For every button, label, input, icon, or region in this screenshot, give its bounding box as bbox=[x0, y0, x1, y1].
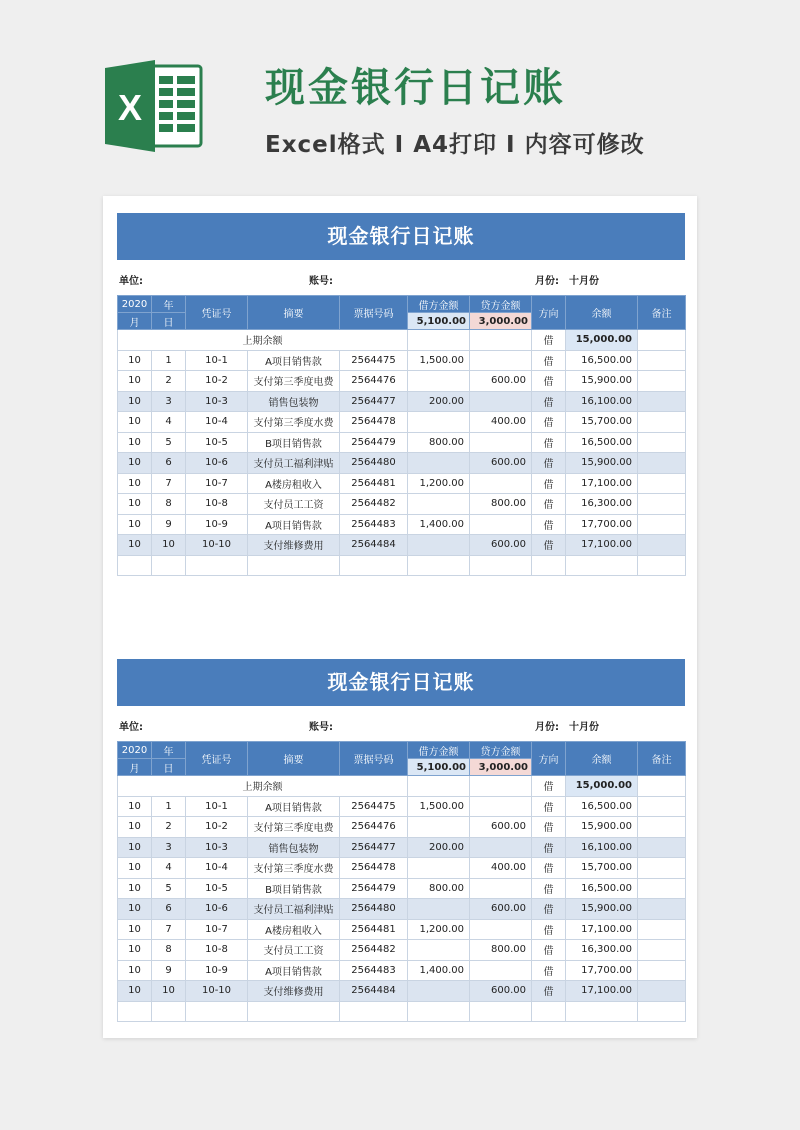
row-debit bbox=[408, 371, 470, 392]
row-day: 3 bbox=[152, 391, 186, 412]
table-row[interactable] bbox=[118, 432, 686, 453]
row-bill: 2564476 bbox=[340, 371, 408, 392]
row-debit: 1,400.00 bbox=[408, 514, 470, 535]
row-month: 10 bbox=[118, 858, 152, 879]
row-day: 5 bbox=[152, 432, 186, 453]
header-month: 月 bbox=[118, 759, 152, 776]
table-row[interactable] bbox=[118, 796, 686, 817]
account-label: 账号: bbox=[309, 722, 333, 733]
row-bill: 2564481 bbox=[340, 919, 408, 940]
row-bill: 2564480 bbox=[340, 453, 408, 474]
debit-total: 5,100.00 bbox=[408, 313, 470, 330]
table-row[interactable] bbox=[118, 899, 686, 920]
row-direction: 借 bbox=[532, 940, 566, 961]
row-credit: 400.00 bbox=[470, 858, 532, 879]
row-day: 2 bbox=[152, 371, 186, 392]
month-label: 月份: bbox=[535, 276, 559, 287]
row-day: 2 bbox=[152, 817, 186, 838]
row-month: 10 bbox=[118, 453, 152, 474]
header-remark: 备注 bbox=[638, 742, 686, 776]
row-remark bbox=[638, 494, 686, 515]
header-summary: 摘要 bbox=[248, 296, 340, 330]
row-month: 10 bbox=[118, 919, 152, 940]
row-debit bbox=[408, 817, 470, 838]
row-month: 10 bbox=[118, 350, 152, 371]
row-balance: 17,700.00 bbox=[566, 960, 638, 981]
row-day: 8 bbox=[152, 940, 186, 961]
row-direction: 借 bbox=[532, 919, 566, 940]
row-month: 10 bbox=[118, 981, 152, 1002]
row-voucher: 10-6 bbox=[186, 453, 248, 474]
row-bill: 2564478 bbox=[340, 858, 408, 879]
row-voucher: 10-8 bbox=[186, 940, 248, 961]
header-bill: 票据号码 bbox=[340, 742, 408, 776]
row-summary: A项目销售款 bbox=[248, 514, 340, 535]
row-month: 10 bbox=[118, 960, 152, 981]
table-row[interactable] bbox=[118, 817, 686, 838]
row-remark bbox=[638, 514, 686, 535]
row-direction: 借 bbox=[532, 837, 566, 858]
row-direction: 借 bbox=[532, 796, 566, 817]
row-credit bbox=[470, 391, 532, 412]
row-voucher: 10-5 bbox=[186, 432, 248, 453]
opening-balance: 15,000.00 bbox=[566, 330, 638, 351]
row-remark bbox=[638, 960, 686, 981]
row-remark bbox=[638, 858, 686, 879]
header-summary: 摘要 bbox=[248, 742, 340, 776]
row-remark bbox=[638, 919, 686, 940]
row-month: 10 bbox=[118, 391, 152, 412]
row-remark bbox=[638, 432, 686, 453]
row-balance: 15,900.00 bbox=[566, 899, 638, 920]
row-credit: 600.00 bbox=[470, 817, 532, 838]
row-direction: 借 bbox=[532, 432, 566, 453]
row-direction: 借 bbox=[532, 514, 566, 535]
row-debit: 1,200.00 bbox=[408, 919, 470, 940]
ledger-sheet bbox=[117, 659, 685, 1022]
row-balance: 15,900.00 bbox=[566, 817, 638, 838]
row-voucher: 10-3 bbox=[186, 837, 248, 858]
year-label: 年 bbox=[152, 296, 186, 313]
row-debit: 1,200.00 bbox=[408, 473, 470, 494]
header-credit: 贷方金额 bbox=[470, 296, 532, 313]
table-row[interactable] bbox=[118, 960, 686, 981]
header-voucher: 凭证号 bbox=[186, 742, 248, 776]
row-voucher: 10-4 bbox=[186, 858, 248, 879]
table-row[interactable] bbox=[118, 981, 686, 1002]
row-balance: 16,100.00 bbox=[566, 391, 638, 412]
row-credit bbox=[470, 919, 532, 940]
row-direction: 借 bbox=[532, 960, 566, 981]
row-remark bbox=[638, 350, 686, 371]
month-value: 十月份 bbox=[569, 722, 599, 733]
ledger-sheet bbox=[117, 213, 685, 576]
row-balance: 17,700.00 bbox=[566, 514, 638, 535]
opening-direction: 借 bbox=[532, 330, 566, 351]
row-summary: 支付第三季度电费 bbox=[248, 817, 340, 838]
row-direction: 借 bbox=[532, 878, 566, 899]
logo-letter: X bbox=[117, 87, 143, 128]
row-remark bbox=[638, 817, 686, 838]
row-voucher: 10-7 bbox=[186, 919, 248, 940]
row-credit bbox=[470, 432, 532, 453]
row-voucher: 10-5 bbox=[186, 878, 248, 899]
row-remark bbox=[638, 412, 686, 433]
row-debit bbox=[408, 494, 470, 515]
sheet-title: 现金银行日记账 bbox=[117, 659, 685, 706]
row-credit bbox=[470, 350, 532, 371]
sheet-meta bbox=[117, 706, 685, 741]
table-row[interactable] bbox=[118, 453, 686, 474]
row-credit: 600.00 bbox=[470, 371, 532, 392]
row-month: 10 bbox=[118, 473, 152, 494]
row-day: 9 bbox=[152, 960, 186, 981]
row-day: 6 bbox=[152, 899, 186, 920]
opening-direction: 借 bbox=[532, 776, 566, 797]
unit-label: 单位: bbox=[119, 276, 143, 287]
row-balance: 16,300.00 bbox=[566, 494, 638, 515]
row-credit: 600.00 bbox=[470, 899, 532, 920]
row-summary: 支付员工工资 bbox=[248, 494, 340, 515]
row-day: 10 bbox=[152, 535, 186, 556]
row-direction: 借 bbox=[532, 473, 566, 494]
account-label: 账号: bbox=[309, 276, 333, 287]
row-voucher: 10-9 bbox=[186, 514, 248, 535]
row-credit bbox=[470, 960, 532, 981]
row-debit bbox=[408, 899, 470, 920]
row-balance: 16,500.00 bbox=[566, 350, 638, 371]
table-row[interactable] bbox=[118, 494, 686, 515]
header-credit: 贷方金额 bbox=[470, 742, 532, 759]
table-row[interactable] bbox=[118, 940, 686, 961]
row-voucher: 10-1 bbox=[186, 796, 248, 817]
row-bill: 2564478 bbox=[340, 412, 408, 433]
row-voucher: 10-2 bbox=[186, 817, 248, 838]
row-remark bbox=[638, 473, 686, 494]
row-summary: A楼房租收入 bbox=[248, 473, 340, 494]
row-day: 4 bbox=[152, 412, 186, 433]
header-voucher: 凭证号 bbox=[186, 296, 248, 330]
row-bill: 2564481 bbox=[340, 473, 408, 494]
header-remark: 备注 bbox=[638, 296, 686, 330]
row-debit bbox=[408, 453, 470, 474]
row-bill: 2564479 bbox=[340, 432, 408, 453]
row-debit: 1,400.00 bbox=[408, 960, 470, 981]
row-summary: A楼房租收入 bbox=[248, 919, 340, 940]
row-voucher: 10-10 bbox=[186, 535, 248, 556]
row-direction: 借 bbox=[532, 494, 566, 515]
header-debit: 借方金额 bbox=[408, 742, 470, 759]
header-debit: 借方金额 bbox=[408, 296, 470, 313]
row-summary: 支付维修费用 bbox=[248, 981, 340, 1002]
row-month: 10 bbox=[118, 899, 152, 920]
row-summary: A项目销售款 bbox=[248, 350, 340, 371]
row-summary: 支付维修费用 bbox=[248, 535, 340, 556]
row-summary: 销售包装物 bbox=[248, 837, 340, 858]
unit-label: 单位: bbox=[119, 722, 143, 733]
header-day: 日 bbox=[152, 313, 186, 330]
row-balance: 16,300.00 bbox=[566, 940, 638, 961]
row-voucher: 10-10 bbox=[186, 981, 248, 1002]
credit-total: 3,000.00 bbox=[470, 313, 532, 330]
row-bill: 2564482 bbox=[340, 940, 408, 961]
row-balance: 16,100.00 bbox=[566, 837, 638, 858]
row-day: 7 bbox=[152, 473, 186, 494]
row-balance: 15,900.00 bbox=[566, 453, 638, 474]
row-day: 3 bbox=[152, 837, 186, 858]
row-month: 10 bbox=[118, 878, 152, 899]
row-balance: 16,500.00 bbox=[566, 796, 638, 817]
row-debit: 200.00 bbox=[408, 837, 470, 858]
row-balance: 17,100.00 bbox=[566, 473, 638, 494]
row-remark bbox=[638, 981, 686, 1002]
opening-balance: 15,000.00 bbox=[566, 776, 638, 797]
row-balance: 15,900.00 bbox=[566, 371, 638, 392]
row-day: 8 bbox=[152, 494, 186, 515]
row-direction: 借 bbox=[532, 535, 566, 556]
ledger-table bbox=[117, 741, 686, 1022]
row-bill: 2564480 bbox=[340, 899, 408, 920]
row-month: 10 bbox=[118, 432, 152, 453]
row-voucher: 10-8 bbox=[186, 494, 248, 515]
empty-row bbox=[118, 1001, 686, 1022]
row-bill: 2564477 bbox=[340, 391, 408, 412]
ledger-table bbox=[117, 295, 686, 576]
row-day: 7 bbox=[152, 919, 186, 940]
row-remark bbox=[638, 535, 686, 556]
row-credit: 800.00 bbox=[470, 940, 532, 961]
row-month: 10 bbox=[118, 412, 152, 433]
row-day: 1 bbox=[152, 796, 186, 817]
row-credit bbox=[470, 514, 532, 535]
row-direction: 借 bbox=[532, 858, 566, 879]
year-cell: 2020 bbox=[118, 296, 152, 313]
row-credit bbox=[470, 837, 532, 858]
row-voucher: 10-2 bbox=[186, 371, 248, 392]
debit-total: 5,100.00 bbox=[408, 759, 470, 776]
row-bill: 2564475 bbox=[340, 796, 408, 817]
opening-row bbox=[118, 330, 686, 351]
row-month: 10 bbox=[118, 371, 152, 392]
year-label: 年 bbox=[152, 742, 186, 759]
row-credit: 800.00 bbox=[470, 494, 532, 515]
row-summary: 销售包装物 bbox=[248, 391, 340, 412]
row-credit: 400.00 bbox=[470, 412, 532, 433]
row-direction: 借 bbox=[532, 412, 566, 433]
row-voucher: 10-3 bbox=[186, 391, 248, 412]
row-summary: A项目销售款 bbox=[248, 960, 340, 981]
row-voucher: 10-7 bbox=[186, 473, 248, 494]
table-row[interactable] bbox=[118, 878, 686, 899]
row-bill: 2564484 bbox=[340, 535, 408, 556]
row-balance: 16,500.00 bbox=[566, 432, 638, 453]
row-balance: 15,700.00 bbox=[566, 412, 638, 433]
header-direction: 方向 bbox=[532, 742, 566, 776]
row-remark bbox=[638, 837, 686, 858]
row-remark bbox=[638, 391, 686, 412]
table-row[interactable] bbox=[118, 535, 686, 556]
row-day: 4 bbox=[152, 858, 186, 879]
row-summary: 支付第三季度水费 bbox=[248, 412, 340, 433]
header-balance: 余额 bbox=[566, 296, 638, 330]
row-debit bbox=[408, 858, 470, 879]
row-voucher: 10-9 bbox=[186, 960, 248, 981]
row-credit bbox=[470, 878, 532, 899]
row-direction: 借 bbox=[532, 899, 566, 920]
header-balance: 余额 bbox=[566, 742, 638, 776]
row-bill: 2564479 bbox=[340, 878, 408, 899]
row-month: 10 bbox=[118, 817, 152, 838]
month-label: 月份: bbox=[535, 722, 559, 733]
sheet-title: 现金银行日记账 bbox=[117, 213, 685, 260]
header-month: 月 bbox=[118, 313, 152, 330]
row-remark bbox=[638, 878, 686, 899]
row-balance: 17,100.00 bbox=[566, 535, 638, 556]
row-month: 10 bbox=[118, 494, 152, 515]
row-day: 6 bbox=[152, 453, 186, 474]
row-bill: 2564484 bbox=[340, 981, 408, 1002]
row-direction: 借 bbox=[532, 453, 566, 474]
row-direction: 借 bbox=[532, 391, 566, 412]
row-direction: 借 bbox=[532, 350, 566, 371]
table-row[interactable] bbox=[118, 919, 686, 940]
row-bill: 2564476 bbox=[340, 817, 408, 838]
row-summary: 支付员工福利津贴 bbox=[248, 899, 340, 920]
row-voucher: 10-1 bbox=[186, 350, 248, 371]
row-day: 1 bbox=[152, 350, 186, 371]
row-debit bbox=[408, 535, 470, 556]
credit-total: 3,000.00 bbox=[470, 759, 532, 776]
row-remark bbox=[638, 796, 686, 817]
opening-row bbox=[118, 776, 686, 797]
row-debit bbox=[408, 412, 470, 433]
row-month: 10 bbox=[118, 837, 152, 858]
row-balance: 17,100.00 bbox=[566, 981, 638, 1002]
row-balance: 15,700.00 bbox=[566, 858, 638, 879]
paper-sheet bbox=[103, 196, 697, 1038]
header-bill: 票据号码 bbox=[340, 296, 408, 330]
row-month: 10 bbox=[118, 514, 152, 535]
row-credit: 600.00 bbox=[470, 981, 532, 1002]
row-month: 10 bbox=[118, 940, 152, 961]
row-remark bbox=[638, 899, 686, 920]
row-debit: 1,500.00 bbox=[408, 350, 470, 371]
row-summary: 支付第三季度水费 bbox=[248, 858, 340, 879]
row-day: 9 bbox=[152, 514, 186, 535]
row-direction: 借 bbox=[532, 817, 566, 838]
row-debit: 800.00 bbox=[408, 432, 470, 453]
header-direction: 方向 bbox=[532, 296, 566, 330]
row-debit bbox=[408, 940, 470, 961]
row-credit: 600.00 bbox=[470, 535, 532, 556]
row-day: 10 bbox=[152, 981, 186, 1002]
page-title: 现金银行日记账 bbox=[265, 65, 566, 111]
row-direction: 借 bbox=[532, 981, 566, 1002]
opening-label: 上期余额 bbox=[118, 776, 408, 797]
year-cell: 2020 bbox=[118, 742, 152, 759]
row-remark bbox=[638, 371, 686, 392]
row-summary: 支付员工福利津贴 bbox=[248, 453, 340, 474]
row-credit bbox=[470, 796, 532, 817]
table-row[interactable] bbox=[118, 371, 686, 392]
row-bill: 2564477 bbox=[340, 837, 408, 858]
excel-logo-icon bbox=[103, 58, 203, 154]
row-voucher: 10-6 bbox=[186, 899, 248, 920]
row-day: 5 bbox=[152, 878, 186, 899]
row-month: 10 bbox=[118, 535, 152, 556]
table-row[interactable] bbox=[118, 391, 686, 412]
table-row[interactable] bbox=[118, 514, 686, 535]
row-summary: 支付第三季度电费 bbox=[248, 371, 340, 392]
row-remark bbox=[638, 453, 686, 474]
row-debit: 800.00 bbox=[408, 878, 470, 899]
row-summary: A项目销售款 bbox=[248, 796, 340, 817]
empty-row bbox=[118, 555, 686, 576]
table-row[interactable] bbox=[118, 837, 686, 858]
row-balance: 16,500.00 bbox=[566, 878, 638, 899]
row-voucher: 10-4 bbox=[186, 412, 248, 433]
row-month: 10 bbox=[118, 796, 152, 817]
row-debit: 200.00 bbox=[408, 391, 470, 412]
row-remark bbox=[638, 940, 686, 961]
row-summary: B项目销售款 bbox=[248, 878, 340, 899]
row-bill: 2564483 bbox=[340, 960, 408, 981]
header-day: 日 bbox=[152, 759, 186, 776]
sheet-meta bbox=[117, 260, 685, 295]
row-summary: B项目销售款 bbox=[248, 432, 340, 453]
row-debit: 1,500.00 bbox=[408, 796, 470, 817]
row-bill: 2564475 bbox=[340, 350, 408, 371]
row-summary: 支付员工工资 bbox=[248, 940, 340, 961]
table-row[interactable] bbox=[118, 858, 686, 879]
row-credit: 600.00 bbox=[470, 453, 532, 474]
row-bill: 2564483 bbox=[340, 514, 408, 535]
opening-label: 上期余额 bbox=[118, 330, 408, 351]
table-row[interactable] bbox=[118, 473, 686, 494]
page-subtitle: Excel格式 I A4打印 I 内容可修改 bbox=[265, 132, 645, 158]
table-row[interactable] bbox=[118, 412, 686, 433]
row-balance: 17,100.00 bbox=[566, 919, 638, 940]
row-credit bbox=[470, 473, 532, 494]
month-value: 十月份 bbox=[569, 276, 599, 287]
table-row[interactable] bbox=[118, 350, 686, 371]
row-debit bbox=[408, 981, 470, 1002]
row-bill: 2564482 bbox=[340, 494, 408, 515]
row-direction: 借 bbox=[532, 371, 566, 392]
